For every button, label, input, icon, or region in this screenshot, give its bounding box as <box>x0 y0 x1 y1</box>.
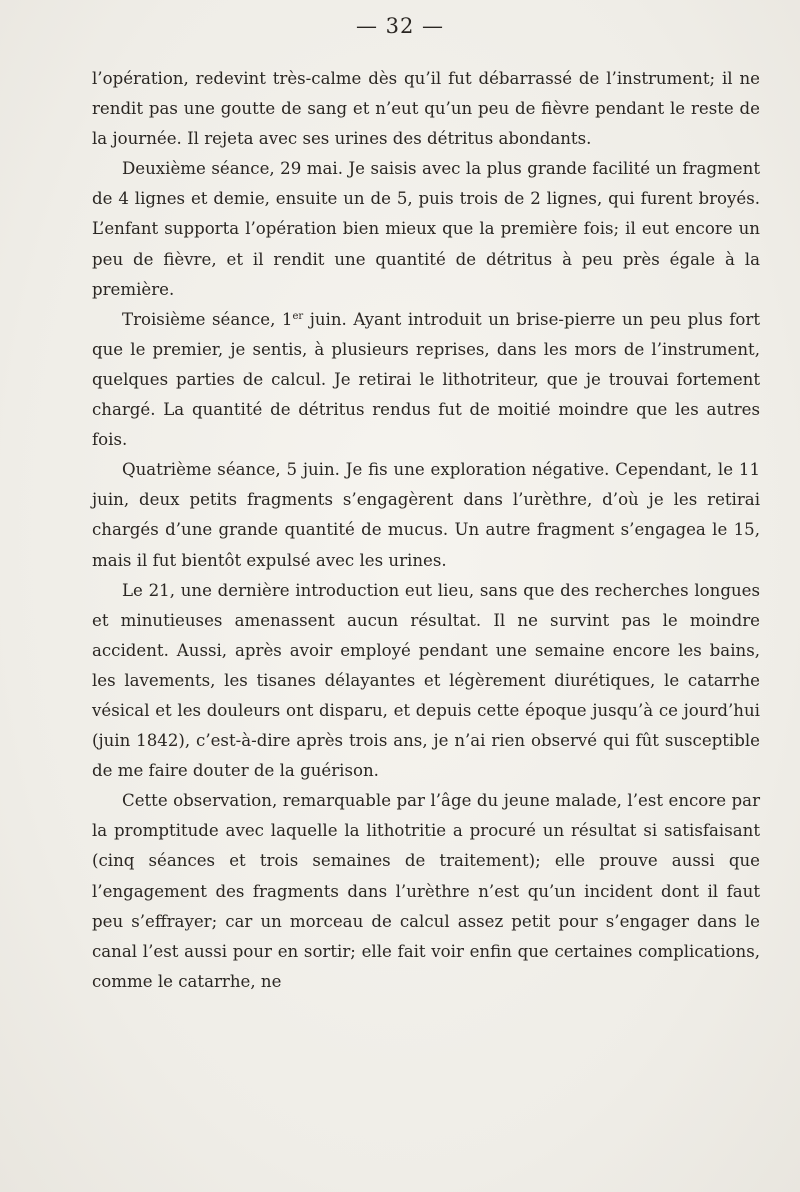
paragraph-3-start: Troisième séance, 1 <box>122 309 293 329</box>
ordinal-superscript: er <box>292 310 304 322</box>
page-number: — 32 — <box>355 14 445 38</box>
paragraph-5: Le 21, une dernière introduction eut lieu, sans que des recherches longues et minutieuses amenassent aucun résultat. Il ne survint pas le moindre accident. Aussi, après avoir employé pendant une semaine encore les bains, les lavements, les tisanes délayantes et légèrement diurétiques, le catarrhe vésical et les douleurs ont disparu, et depuis cette époque jusqu’à ce jourd’hui (juin 1842), c’est-à-dire après trois ans, je n’ai rien observé qui fût susceptible de me faire douter de la guérison. <box>92 580 760 781</box>
paragraph-3-rest: juin. Ayant introduit un brise-pierre un peu plus fort que le premier, je sentis, à plusieurs reprises, dans les mors de l’instrument, quelques parties de calcul. Je retirai le lithotriteur, que je trouvai fortement chargé. La quantité de détritus rendus fut de moitié moindre que les autres fois. <box>92 309 760 450</box>
paragraph-2: Deuxième séance, 29 mai. Je saisis avec la plus grande facilité un fragment de 4 lignes et demie, ensuite un de 5, puis trois de 2 lignes, qui furent broyés. L’enfant supporta l’opération bien mieux que la première fois; il eut encore un peu de fièvre, et il rendit une quantité de détritus à peu près égale à la première. <box>92 159 760 299</box>
paragraph-4: Quatrième séance, 5 juin. Je fis une exploration négative. Cependant, le 11 juin, deux petits fragments s’engagèrent dans l’urèthre, d’où je les retirai chargés d’une grande quantité de mucus. Un autre fragment s’engagea le 15, mais il fut bientôt expulsé avec les urines. <box>92 460 760 570</box>
paragraph-6: Cette observation, remarquable par l’âge du jeune malade, l’est encore par la promptitude avec laquelle la lithotritie a procuré un résultat si satisfaisant (cinq séances et trois semaines de traitement); elle prouve aussi que l’engagement des fragments dans l’urèthre n’est qu’un incident dont il faut peu s’effrayer; car un morceau de calcul assez petit pour s’engager dans le canal l’est aussi pour en sortir; elle fait voir enfin que certaines complications, comme le catarrhe, ne <box>92 791 760 991</box>
paragraph-1: l’opération, redevint très-calme dès qu’il fut débarrassé de l’instrument; il ne rendit pas une goutte de sang et n’eut qu’un peu de fièvre pendant le reste de la journée. Il rejeta avec ses urines des détritus abondants. <box>92 69 760 149</box>
body-text <box>92 64 760 997</box>
paragraph-3 <box>92 305 760 455</box>
